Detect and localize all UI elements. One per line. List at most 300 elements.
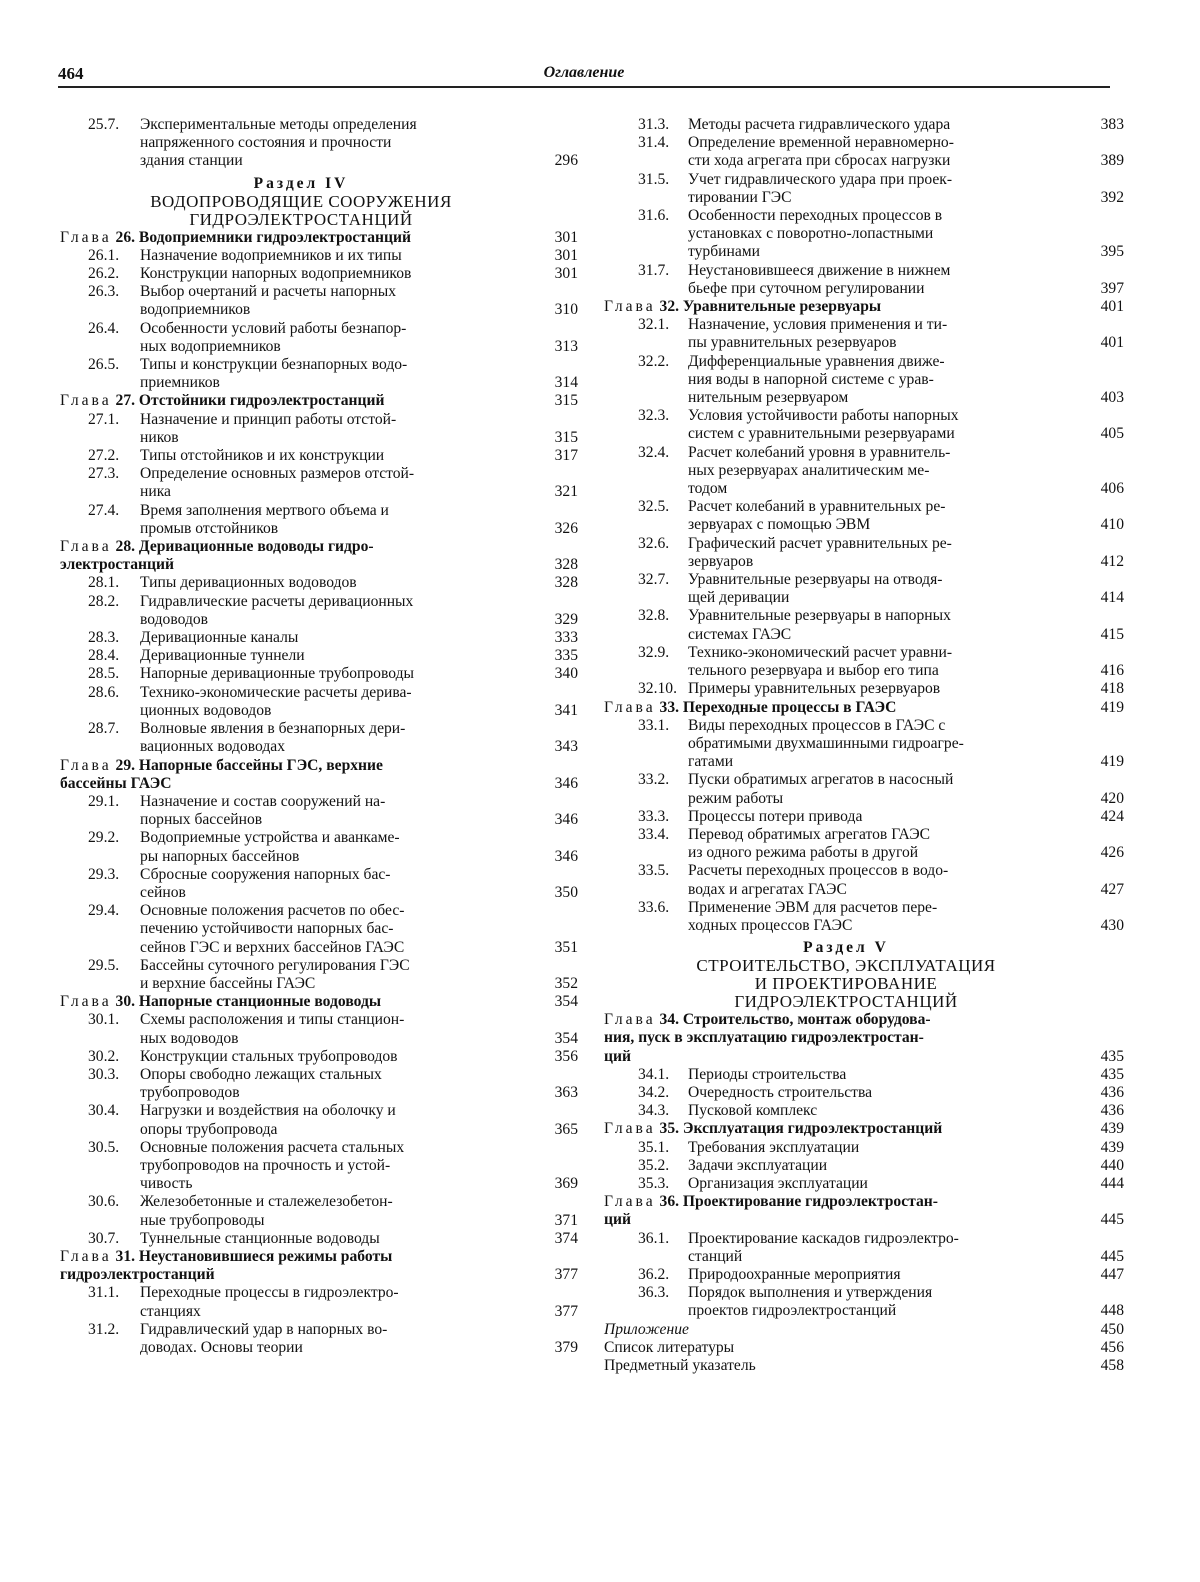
entry-number: 30.7. (88, 1229, 120, 1247)
entry-title-line: Железобетонные и сталежелезобетон- (140, 1193, 393, 1211)
toc-section-entry[interactable] (60, 1139, 582, 1194)
toc-section-entry[interactable] (604, 407, 1128, 443)
toc-section-entry[interactable] (60, 1321, 582, 1357)
entry-title-line: станциях (140, 1302, 201, 1320)
toc-section-entry[interactable] (60, 502, 582, 538)
entry-page-number: 401 (1100, 298, 1124, 316)
entry-page-number: 326 (554, 519, 578, 537)
entry-page-number: 346 (554, 774, 578, 792)
entry-page-number: 435 (1100, 1065, 1124, 1083)
entry-title-line: ников (140, 428, 179, 446)
toc-section-entry[interactable] (60, 320, 582, 356)
toc-backmatter-entry[interactable] (604, 1339, 1128, 1357)
toc-section-entry[interactable] (604, 116, 1128, 134)
entry-number: 27.4. (88, 501, 120, 519)
entry-page-number: 314 (554, 374, 578, 392)
entry-page-number: 458 (1100, 1357, 1124, 1374)
entry-page-number: 456 (1100, 1338, 1124, 1356)
chapter-label: Глава (604, 698, 656, 716)
entry-page-number: 444 (1100, 1174, 1124, 1192)
entry-number: 26.3. (88, 283, 120, 301)
entry-number: 32.8. (638, 607, 670, 625)
entry-title-line: Деривационные туннели (140, 647, 305, 665)
entry-title-line: Сбросные сооружения напорных бас- (140, 865, 391, 883)
toc-backmatter-entry[interactable] (604, 1321, 1128, 1339)
entry-title-line: Волновые явления в безнапорных дери- (140, 720, 406, 738)
toc-section-entry[interactable] (60, 1230, 582, 1248)
entry-title-line: Условия устойчивости работы напорных (688, 407, 959, 425)
entry-number: 34.1. (638, 1065, 670, 1083)
entry-title-line: Назначение и принцип работы отстой- (140, 410, 397, 428)
toc-chapter-entry[interactable] (604, 1193, 1128, 1229)
toc-section-entry[interactable] (604, 207, 1128, 262)
entry-page-number: 354 (554, 1029, 578, 1047)
entry-title-line: Назначение, условия применения и ти- (688, 316, 948, 334)
entry-title-line: ния воды в напорной системе с урав- (688, 370, 934, 388)
section-heading (604, 939, 1088, 1011)
entry-number: 30.6. (88, 1193, 120, 1211)
entry-page-number: 410 (1100, 516, 1124, 534)
entry-number: 26.2. (88, 265, 120, 283)
entry-title-line: Методы расчета гидравлического удара (688, 116, 951, 133)
chapter-label: Глава (604, 1120, 656, 1138)
section-title-line: ГИДРОЭЛЕКТРОСТАНЦИЙ (734, 992, 958, 1012)
entry-title-line: станций (688, 1247, 743, 1265)
toc-section-entry[interactable] (604, 771, 1128, 807)
entry-page-number: 403 (1100, 389, 1124, 407)
entry-title-line: трубопроводов на прочность и устой- (140, 1156, 391, 1174)
toc-chapter-entry[interactable] (604, 298, 1128, 316)
toc-section-entry[interactable] (604, 899, 1128, 935)
entry-title-line: водоводов (140, 610, 209, 628)
entry-title-line: ника (140, 483, 171, 501)
entry-number: 30.2. (88, 1047, 120, 1065)
entry-number: 31.4. (638, 134, 670, 152)
entry-page-number: 350 (554, 883, 578, 901)
toc-section-entry[interactable] (604, 262, 1128, 298)
entry-title-line: Бассейны суточного регулирования ГЭС (140, 956, 410, 974)
header-rule (58, 86, 1110, 88)
toc-section-entry[interactable] (60, 793, 582, 829)
entry-title-line: Выбор очертаний и расчеты напорных (140, 283, 397, 301)
entry-number: 28.5. (88, 665, 120, 683)
entry-page-number: 436 (1100, 1102, 1124, 1120)
entry-title-line: Неустановившееся движение в нижнем (688, 261, 951, 279)
entry-number: 29.2. (88, 829, 120, 847)
entry-title-line: гатами (688, 753, 734, 771)
toc-section-entry[interactable] (60, 684, 582, 720)
entry-page-number: 419 (1100, 698, 1124, 716)
entry-number: 32.5. (638, 498, 670, 516)
toc-section-entry[interactable] (604, 134, 1128, 170)
entry-number: 32.2. (638, 352, 670, 370)
entry-number: 36.2. (638, 1265, 670, 1283)
entry-title-line: Учет гидравлического удара при проек- (688, 170, 953, 188)
section-title-line: ВОДОПРОВОДЯЩИЕ СООРУЖЕНИЯ (150, 191, 452, 211)
entry-number: 33.5. (638, 862, 670, 880)
toc-section-entry[interactable] (604, 1139, 1128, 1157)
entry-page-number: 328 (554, 574, 578, 592)
entry-page-number: 343 (554, 738, 578, 756)
toc-chapter-entry[interactable] (60, 993, 582, 1011)
entry-title-line: Организация эксплуатации (688, 1174, 868, 1192)
entry-title-line: Конструкции стальных трубопроводов (140, 1047, 398, 1065)
toc-section-entry[interactable] (604, 1157, 1128, 1175)
toc-section-entry[interactable] (604, 1175, 1128, 1193)
entry-number: 35.3. (638, 1174, 670, 1192)
entry-number: 32.4. (638, 443, 670, 461)
entry-number: 33.3. (638, 807, 670, 825)
entry-page-number: 420 (1100, 789, 1124, 807)
toc-section-entry[interactable] (60, 647, 582, 665)
entry-page-number: 313 (554, 337, 578, 355)
entry-number: 30.3. (88, 1065, 120, 1083)
entry-page-number: 377 (554, 1302, 578, 1320)
page-header (58, 60, 1110, 88)
toc-section-entry[interactable] (604, 862, 1128, 898)
entry-title-line: Процессы потери привода (688, 807, 863, 825)
entry-title-line: бассейны ГАЭС (60, 774, 172, 792)
entry-page-number: 329 (554, 610, 578, 628)
toc-chapter-entry[interactable] (60, 757, 582, 793)
entry-title-line: Назначение водоприемников и их типы (140, 246, 402, 264)
entry-page-number: 427 (1100, 880, 1124, 898)
entry-title-line: электростанций (60, 556, 174, 574)
entry-title-line: Определение основных размеров отстой- (140, 465, 415, 483)
toc-left-column (60, 116, 582, 1357)
entry-title-line: ры напорных бассейнов (140, 847, 300, 865)
entry-title-line: системах ГАЭС (688, 625, 792, 643)
entry-title-line: Расчет колебаний в уравнительных ре- (688, 498, 946, 516)
entry-number: 33.1. (638, 716, 670, 734)
section-title-line: И ПРОЕКТИРОВАНИЕ (754, 974, 938, 994)
entry-title-line: 27. Отстойники гидроэлектростанций (115, 392, 385, 410)
entry-title-line: Пусковой комплекс (688, 1102, 818, 1120)
section-title-line: ГИДРОЭЛЕКТРОСТАНЦИЙ (189, 209, 413, 229)
toc-section-entry[interactable] (60, 465, 582, 501)
entry-title-line: ные трубопроводы (140, 1211, 265, 1229)
entry-title-line: Применение ЭВМ для расчетов пере- (688, 898, 938, 916)
entry-title-line: режим работы (688, 789, 784, 807)
entry-page-number: 352 (554, 974, 578, 992)
toc-section-entry[interactable] (604, 680, 1128, 698)
entry-title-line: 28. Деривационные водоводы гидро- (115, 538, 374, 556)
chapter-label: Глава (60, 538, 112, 556)
entry-title-line: опоры трубопровода (140, 1120, 278, 1138)
entry-page-number: 321 (554, 483, 578, 501)
entry-title-line: Напорные деривационные трубопроводы (140, 665, 414, 683)
entry-number: 32.7. (638, 571, 670, 589)
entry-number: 28.4. (88, 647, 120, 665)
entry-page-number: 301 (554, 228, 578, 246)
entry-title-line: бьефе при суточном регулировании (688, 279, 925, 297)
entry-title-line: Уравнительные резервуары на отводя- (688, 571, 943, 589)
entry-number: 32.10. (638, 680, 677, 698)
toc-section-entry[interactable] (60, 1102, 582, 1138)
entry-page-number: 405 (1100, 425, 1124, 443)
entry-title-line: 34. Строительство, монтаж оборудова- (659, 1011, 931, 1029)
entry-number: 26.4. (88, 319, 120, 337)
entry-number: 31.3. (638, 116, 670, 133)
entry-page-number: 401 (1100, 334, 1124, 352)
entry-title-line: 31. Неустановившиеся режимы работы (115, 1247, 393, 1265)
page-number: 464 (58, 64, 84, 83)
toc-section-entry[interactable] (60, 447, 582, 465)
entry-title-line: тодом (688, 480, 728, 498)
entry-title-line: Определение временной неравномерно- (688, 134, 954, 152)
entry-title-line: Особенности условий работы безнапор- (140, 319, 407, 337)
entry-title-line: приемников (140, 374, 220, 392)
entry-title-line: печению устойчивости напорных бас- (140, 920, 394, 938)
toc-section-entry[interactable] (604, 717, 1128, 772)
section-heading (60, 175, 542, 229)
toc-section-entry[interactable] (604, 826, 1128, 862)
toc-section-entry[interactable] (604, 644, 1128, 680)
toc-section-entry[interactable] (604, 1266, 1128, 1284)
entry-page-number: 335 (554, 647, 578, 665)
entry-page-number: 310 (554, 301, 578, 319)
entry-title-line: пы уравнительных резервуаров (688, 334, 897, 352)
toc-section-entry[interactable] (604, 1102, 1128, 1120)
entry-title-line: порных бассейнов (140, 811, 263, 829)
entry-title-line: Нагрузки и воздействия на оболочку и (140, 1102, 396, 1120)
toc-section-entry[interactable] (604, 1066, 1128, 1084)
toc-section-entry[interactable] (60, 866, 582, 902)
entry-title-line: ходных процессов ГАЭС (688, 916, 853, 934)
entry-page-number: 351 (554, 938, 578, 956)
entry-page-number: 315 (554, 392, 578, 410)
entry-title-line: сти хода агрегата при сбросах нагрузки (688, 152, 951, 170)
entry-title-line: Природоохранные мероприятия (688, 1265, 901, 1283)
entry-number: 33.2. (638, 771, 670, 789)
entry-title-line: Время заполнения мертвого объема и (140, 501, 389, 519)
entry-title-line: зервуаров (688, 552, 754, 570)
entry-title-line: Порядок выполнения и утверждения (688, 1284, 933, 1302)
entry-title-line: Задачи эксплуатации (688, 1156, 828, 1174)
toc-chapter-entry[interactable] (60, 392, 582, 410)
toc-right-column (604, 116, 1128, 1375)
entry-title-line: Расчеты переходных процессов в водо- (688, 862, 949, 880)
toc-section-entry[interactable] (604, 444, 1128, 499)
entry-page-number: 435 (1100, 1047, 1124, 1065)
entry-title-line: Технико-экономический расчет уравни- (688, 643, 953, 661)
entry-title-line: водоприемников (140, 301, 251, 319)
entry-title-line: тельного резервуара и выбор его типа (688, 662, 939, 680)
toc-section-entry[interactable] (60, 1284, 582, 1320)
entry-title-line: Особенности переходных процессов в (688, 207, 943, 225)
chapter-label: Глава (60, 1247, 112, 1265)
entry-title-line: напряженного состояния и прочности (140, 134, 392, 152)
entry-page-number: 439 (1100, 1120, 1124, 1138)
chapter-label: Глава (60, 228, 112, 246)
entry-title-line: сейнов ГЭС и верхних бассейнов ГАЭС (140, 938, 405, 956)
entry-page-number: 448 (1100, 1302, 1124, 1320)
toc-section-entry[interactable] (604, 498, 1128, 534)
chapter-label: Глава (604, 1193, 656, 1211)
toc-section-entry[interactable] (60, 247, 582, 265)
entry-page-number: 346 (554, 847, 578, 865)
entry-number: 32.1. (638, 316, 670, 334)
entry-page-number: 383 (1100, 116, 1124, 133)
entry-page-number: 440 (1100, 1156, 1124, 1174)
entry-page-number: 363 (554, 1084, 578, 1102)
chapter-label: Глава (60, 392, 112, 410)
toc-section-entry[interactable] (60, 283, 582, 319)
running-title: Оглавление (543, 64, 625, 81)
entry-page-number: 395 (1100, 243, 1124, 261)
entry-page-number: 406 (1100, 480, 1124, 498)
entry-title-line: 30. Напорные станционные водоводы (115, 993, 382, 1011)
entry-page-number: 340 (554, 665, 578, 683)
entry-title-line: вационных водоводах (140, 738, 286, 756)
entry-title-line: ных водоводов (140, 1029, 239, 1047)
entry-page-number: 424 (1100, 807, 1124, 825)
entry-title-line: 33. Переходные процессы в ГАЭС (659, 698, 897, 716)
entry-title-line: систем с уравнительными резервуарами (688, 425, 955, 443)
section-title-line: СТРОИТЕЛЬСТВО, ЭКСПЛУАТАЦИЯ (696, 956, 996, 976)
entry-page-number: 354 (554, 993, 578, 1011)
toc-section-entry[interactable] (60, 1048, 582, 1066)
entry-title-line: 32. Уравнительные резервуары (659, 298, 882, 316)
entry-title-line: ций (604, 1047, 631, 1065)
entry-number: 28.1. (88, 574, 120, 592)
entry-title-line: щей деривации (688, 589, 790, 607)
entry-page-number: 416 (1100, 662, 1124, 680)
entry-title-line: ций (604, 1211, 631, 1229)
entry-number: 34.3. (638, 1102, 670, 1120)
entry-title-line: ных водоприемников (140, 337, 281, 355)
toc-section-entry[interactable] (60, 1193, 582, 1229)
entry-number: 30.5. (88, 1138, 120, 1156)
entry-title-line: Очередность строительства (688, 1083, 873, 1101)
toc-backmatter-entry[interactable] (604, 1357, 1128, 1375)
entry-title-line: Переходные процессы в гидроэлектро- (140, 1284, 399, 1302)
toc-section-entry[interactable] (60, 356, 582, 392)
entry-number: 29.5. (88, 956, 120, 974)
entry-number: 27.2. (88, 447, 120, 465)
toc-section-entry[interactable] (60, 829, 582, 865)
toc-chapter-entry[interactable] (60, 1248, 582, 1284)
toc-chapter-entry[interactable] (604, 1120, 1128, 1138)
entry-number: 28.7. (88, 720, 120, 738)
toc-chapter-entry[interactable] (604, 699, 1128, 717)
entry-page-number: 426 (1100, 844, 1124, 862)
entry-number: 32.3. (638, 407, 670, 425)
entry-number: 35.2. (638, 1156, 670, 1174)
entry-page-number: 301 (554, 246, 578, 264)
entry-page-number: 414 (1100, 589, 1124, 607)
entry-title-line: гидроэлектростанций (60, 1266, 215, 1284)
entry-number: 25.7. (88, 116, 120, 133)
toc-section-entry[interactable] (60, 665, 582, 683)
toc-section-entry[interactable] (604, 171, 1128, 207)
toc-section-entry[interactable] (604, 316, 1128, 352)
toc-section-entry[interactable] (604, 1084, 1128, 1102)
entry-title-line: Основные положения расчетов по обес- (140, 902, 405, 920)
entry-title-line: тировании ГЭС (688, 188, 792, 206)
entry-title-line: ных резервуарах аналитическим ме- (688, 461, 930, 479)
entry-page-number: 365 (554, 1120, 578, 1138)
entry-title-line: Опоры свободно лежащих стальных (140, 1065, 382, 1083)
entry-number: 29.4. (88, 902, 120, 920)
entry-title-line: 36. Проектирование гидроэлектростан- (659, 1193, 938, 1211)
entry-number: 30.1. (88, 1011, 120, 1029)
toc-section-entry[interactable] (60, 629, 582, 647)
entry-title-line: Уравнительные резервуары в напорных (688, 607, 951, 625)
toc-section-entry[interactable] (604, 535, 1128, 571)
entry-title-line: нительным резервуаром (688, 389, 849, 407)
toc-section-entry[interactable] (604, 353, 1128, 408)
toc-section-entry[interactable] (60, 411, 582, 447)
entry-title-line: Примеры уравнительных резервуаров (688, 680, 941, 698)
entry-title-line: обратимыми двухмашинными гидроагре- (688, 734, 964, 752)
entry-page-number: 356 (554, 1047, 578, 1065)
entry-number: 28.2. (88, 592, 120, 610)
toc-section-entry[interactable] (604, 571, 1128, 607)
toc-section-entry[interactable] (60, 116, 582, 171)
toc-section-entry[interactable] (604, 1284, 1128, 1320)
entry-title-line: Предметный указатель (604, 1357, 756, 1374)
toc-section-entry[interactable] (60, 1011, 582, 1047)
entry-number: 36.1. (638, 1229, 670, 1247)
entry-title-line: Типы и конструкции безнапорных водо- (140, 356, 408, 374)
toc-section-entry[interactable] (60, 265, 582, 283)
entry-number: 26.1. (88, 246, 120, 264)
entry-title-line: Схемы расположения и типы станцион- (140, 1011, 405, 1029)
chapter-label: Глава (60, 993, 112, 1011)
entry-title-line: и верхние бассейны ГАЭС (140, 974, 316, 992)
section-label: Раздел V (803, 939, 889, 957)
toc-section-entry[interactable] (60, 593, 582, 629)
entry-title-line: Периоды строительства (688, 1065, 847, 1083)
entry-number: 34.2. (638, 1083, 670, 1101)
entry-number: 30.4. (88, 1102, 120, 1120)
entry-title-line: Деривационные каналы (140, 629, 299, 647)
toc-section-entry[interactable] (604, 607, 1128, 643)
entry-title-line: сейнов (140, 883, 186, 901)
entry-page-number: 341 (554, 701, 578, 719)
entry-title-line: здания станции (140, 152, 243, 170)
entry-page-number: 346 (554, 811, 578, 829)
entry-page-number: 392 (1100, 188, 1124, 206)
toc-chapter-entry[interactable] (60, 538, 582, 574)
toc-chapter-entry[interactable] (604, 1011, 1128, 1066)
entry-number: 33.4. (638, 825, 670, 843)
toc-section-entry[interactable] (60, 957, 582, 993)
entry-page-number: 430 (1100, 916, 1124, 934)
entry-page-number: 412 (1100, 552, 1124, 570)
entry-page-number: 371 (554, 1211, 578, 1229)
entry-title-line: Перевод обратимых агрегатов ГАЭС (688, 825, 931, 843)
entry-title-line: ния, пуск в эксплуатацию гидроэлектростан- (604, 1029, 924, 1047)
toc-section-entry[interactable] (60, 574, 582, 592)
toc-section-entry[interactable] (60, 902, 582, 957)
entry-title-line: Гидравлический удар в напорных во- (140, 1320, 388, 1338)
toc-section-entry[interactable] (60, 1066, 582, 1102)
entry-title-line: Типы отстойников и их конструкции (140, 447, 385, 465)
entry-page-number: 445 (1100, 1247, 1124, 1265)
entry-title-line: промыв отстойников (140, 519, 279, 537)
entry-title-line: зервуарах с помощью ЭВМ (688, 516, 871, 534)
toc-section-entry[interactable] (60, 720, 582, 756)
entry-page-number: 439 (1100, 1138, 1124, 1156)
entry-title-line: установках с поворотно-лопастными (688, 225, 934, 243)
toc-section-entry[interactable] (604, 1230, 1128, 1266)
entry-number: 32.6. (638, 534, 670, 552)
toc-chapter-entry[interactable] (60, 229, 582, 247)
entry-title-line: Графический расчет уравнительных ре- (688, 534, 952, 552)
toc-section-entry[interactable] (604, 808, 1128, 826)
